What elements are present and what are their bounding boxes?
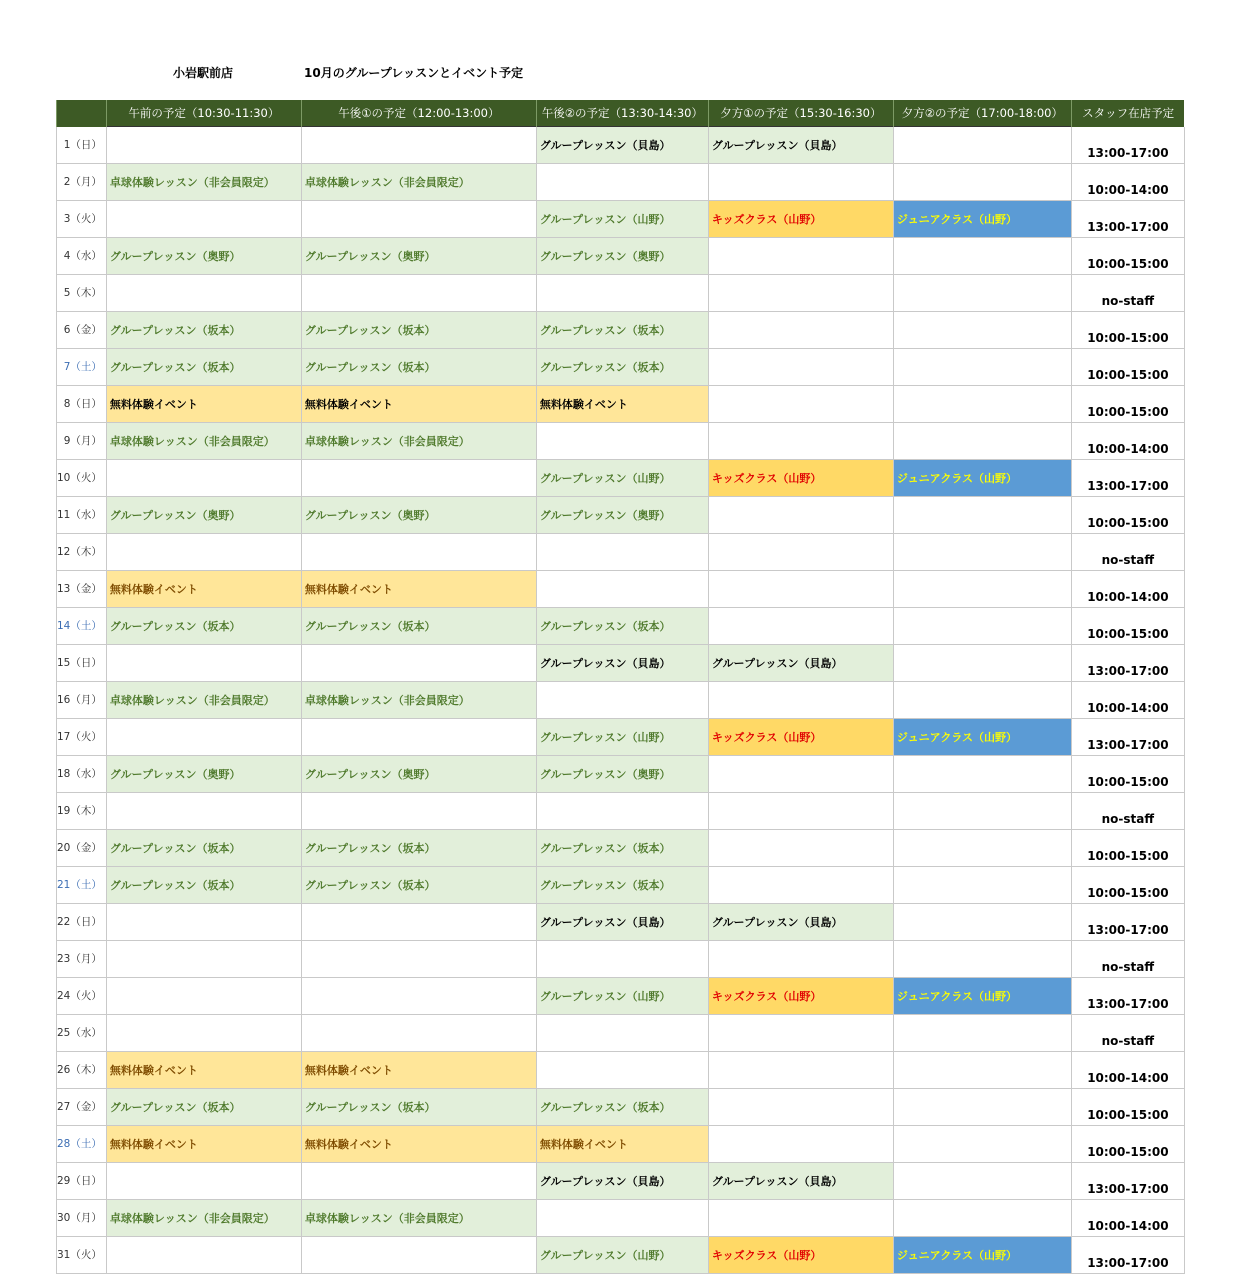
table-row: [57, 1125, 1185, 1162]
staff-hours: 10:00-15:00: [1071, 607, 1184, 644]
table-row: [57, 1014, 1185, 1051]
schedule-cell: [301, 274, 536, 311]
day-label: 25（水）: [57, 1014, 107, 1051]
staff-hours: 10:00-15:00: [1071, 496, 1184, 533]
header-afternoon-2: 午後②の予定（13:30-14:30）: [536, 100, 708, 127]
day-label: 27（金）: [57, 1088, 107, 1125]
schedule-cell: [106, 1236, 301, 1273]
schedule-cell: [893, 274, 1071, 311]
schedule-cell: [893, 644, 1071, 681]
schedule-cell: キッズクラス（山野）: [708, 200, 893, 237]
schedule-cell: [893, 681, 1071, 718]
header-staff: スタッフ在店予定: [1071, 100, 1184, 127]
table-row: [57, 718, 1185, 755]
schedule-cell: グループレッスン（坂本）: [301, 866, 536, 903]
day-label: 9（月）: [57, 422, 107, 459]
schedule-cell: 卓球体験レッスン（非会員限定）: [106, 163, 301, 200]
schedule-cell: グループレッスン（奥野）: [106, 755, 301, 792]
schedule-cell: グループレッスン（奥野）: [301, 755, 536, 792]
schedule-cell: 無料体験イベント: [301, 1051, 536, 1088]
day-label: 13（金）: [57, 570, 107, 607]
schedule-cell: [893, 533, 1071, 570]
schedule-cell: [708, 866, 893, 903]
staff-hours: 10:00-14:00: [1071, 1051, 1184, 1088]
schedule-cell: [301, 718, 536, 755]
schedule-cell: [106, 274, 301, 311]
table-row: [57, 644, 1185, 681]
schedule-cell: グループレッスン（坂本）: [106, 348, 301, 385]
table-row: [57, 681, 1185, 718]
day-label: 28（土）: [57, 1125, 107, 1162]
table-row: [57, 1162, 1185, 1199]
day-label: 22（日）: [57, 903, 107, 940]
schedule-cell: [893, 163, 1071, 200]
schedule-cell: グループレッスン（貝島）: [708, 127, 893, 164]
schedule-cell: [106, 459, 301, 496]
day-label: 4（水）: [57, 237, 107, 274]
schedule-cell: ジュニアクラス（山野）: [893, 718, 1071, 755]
staff-hours: 10:00-15:00: [1071, 1125, 1184, 1162]
staff-hours: 10:00-14:00: [1071, 570, 1184, 607]
schedule-cell: [708, 829, 893, 866]
schedule-cell: 無料体験イベント: [301, 1125, 536, 1162]
schedule-cell: 無料体験イベント: [106, 1125, 301, 1162]
schedule-cell: ジュニアクラス（山野）: [893, 977, 1071, 1014]
schedule-cell: [893, 348, 1071, 385]
schedule-cell: [536, 792, 708, 829]
schedule-cell: [708, 681, 893, 718]
schedule-cell: [536, 274, 708, 311]
schedule-cell: [708, 607, 893, 644]
table-row: [57, 533, 1185, 570]
header-day: [57, 100, 107, 127]
schedule-cell: キッズクラス（山野）: [708, 1236, 893, 1273]
table-row: [57, 459, 1185, 496]
schedule-cell: グループレッスン（坂本）: [536, 1088, 708, 1125]
schedule-cell: [893, 570, 1071, 607]
table-row: [57, 127, 1185, 164]
staff-hours: 13:00-17:00: [1071, 903, 1184, 940]
staff-hours: 10:00-14:00: [1071, 422, 1184, 459]
table-row: [57, 200, 1185, 237]
schedule-cell: [536, 570, 708, 607]
schedule-cell: [893, 792, 1071, 829]
schedule-cell: ジュニアクラス（山野）: [893, 1236, 1071, 1273]
staff-hours: 10:00-14:00: [1071, 163, 1184, 200]
table-row: [57, 496, 1185, 533]
day-label: 6（金）: [57, 311, 107, 348]
schedule-cell: グループレッスン（坂本）: [536, 607, 708, 644]
schedule-cell: グループレッスン（坂本）: [536, 348, 708, 385]
schedule-cell: グループレッスン（山野）: [536, 459, 708, 496]
schedule-cell: グループレッスン（貝島）: [708, 903, 893, 940]
table-row: [57, 977, 1185, 1014]
schedule-cell: グループレッスン（貝島）: [536, 127, 708, 164]
schedule-cell: [708, 1125, 893, 1162]
schedule-cell: 卓球体験レッスン（非会員限定）: [106, 1199, 301, 1236]
schedule-cell: [893, 496, 1071, 533]
schedule-cell: 無料体験イベント: [536, 385, 708, 422]
schedule-cell: キッズクラス（山野）: [708, 459, 893, 496]
schedule-cell: [106, 792, 301, 829]
schedule-cell: グループレッスン（山野）: [536, 1236, 708, 1273]
schedule-cell: ジュニアクラス（山野）: [893, 459, 1071, 496]
schedule-cell: グループレッスン（山野）: [536, 200, 708, 237]
table-row: [57, 903, 1185, 940]
staff-hours: 10:00-15:00: [1071, 1088, 1184, 1125]
staff-hours: 13:00-17:00: [1071, 1236, 1184, 1273]
store-name: 小岩駅前店: [173, 66, 234, 80]
schedule-cell: グループレッスン（坂本）: [106, 866, 301, 903]
schedule-cell: [893, 607, 1071, 644]
header-afternoon-1: 午後①の予定（12:00-13:00）: [301, 100, 536, 127]
header-evening-1: 夕方①の予定（15:30-16:30）: [708, 100, 893, 127]
day-label: 24（火）: [57, 977, 107, 1014]
schedule-cell: [301, 459, 536, 496]
schedule-cell: ジュニアクラス（山野）: [893, 200, 1071, 237]
schedule-cell: [301, 940, 536, 977]
staff-hours: 13:00-17:00: [1071, 127, 1184, 164]
staff-hours: 13:00-17:00: [1071, 718, 1184, 755]
day-label: 10（火）: [57, 459, 107, 496]
schedule-cell: 卓球体験レッスン（非会員限定）: [106, 422, 301, 459]
schedule-cell: [106, 1014, 301, 1051]
schedule-cell: [893, 829, 1071, 866]
staff-hours: 13:00-17:00: [1071, 1162, 1184, 1199]
schedule-cell: グループレッスン（貝島）: [536, 903, 708, 940]
schedule-cell: 卓球体験レッスン（非会員限定）: [301, 422, 536, 459]
schedule-cell: [708, 422, 893, 459]
schedule-cell: 無料体験イベント: [106, 1051, 301, 1088]
table-row: [57, 237, 1185, 274]
schedule-cell: [893, 1051, 1071, 1088]
schedule-cell: [708, 755, 893, 792]
schedule-cell: [893, 1088, 1071, 1125]
schedule-cell: 無料体験イベント: [106, 385, 301, 422]
table-row: [57, 570, 1185, 607]
staff-hours: 10:00-14:00: [1071, 681, 1184, 718]
schedule-cell: [708, 311, 893, 348]
schedule-cell: グループレッスン（坂本）: [106, 1088, 301, 1125]
day-label: 31（火）: [57, 1236, 107, 1273]
schedule-cell: [893, 311, 1071, 348]
day-label: 8（日）: [57, 385, 107, 422]
staff-hours: no-staff: [1071, 1014, 1184, 1051]
schedule-cell: [106, 718, 301, 755]
staff-hours: 13:00-17:00: [1071, 200, 1184, 237]
schedule-cell: [536, 940, 708, 977]
day-label: 26（木）: [57, 1051, 107, 1088]
staff-hours: 10:00-15:00: [1071, 348, 1184, 385]
schedule-cell: キッズクラス（山野）: [708, 718, 893, 755]
schedule-cell: 卓球体験レッスン（非会員限定）: [106, 681, 301, 718]
schedule-cell: [893, 1014, 1071, 1051]
table-row: [57, 940, 1185, 977]
schedule-cell: 卓球体験レッスン（非会員限定）: [301, 163, 536, 200]
schedule-cell: [536, 533, 708, 570]
schedule-cell: [893, 866, 1071, 903]
page-title: 10月のグループレッスンとイベント予定: [304, 66, 524, 80]
table-row: [57, 274, 1185, 311]
table-row: [57, 792, 1185, 829]
day-label: 23（月）: [57, 940, 107, 977]
schedule-cell: グループレッスン（奥野）: [301, 237, 536, 274]
staff-hours: 13:00-17:00: [1071, 977, 1184, 1014]
schedule-cell: [708, 496, 893, 533]
table-row: [57, 422, 1185, 459]
day-label: 3（火）: [57, 200, 107, 237]
day-label: 2（月）: [57, 163, 107, 200]
schedule-cell: [708, 274, 893, 311]
staff-hours: no-staff: [1071, 274, 1184, 311]
schedule-cell: [106, 1162, 301, 1199]
day-label: 21（土）: [57, 866, 107, 903]
schedule-cell: グループレッスン（坂本）: [536, 866, 708, 903]
staff-hours: 13:00-17:00: [1071, 459, 1184, 496]
schedule-cell: [106, 200, 301, 237]
schedule-cell: グループレッスン（坂本）: [301, 348, 536, 385]
schedule-cell: [708, 385, 893, 422]
table-row: [57, 866, 1185, 903]
schedule-cell: グループレッスン（奥野）: [106, 237, 301, 274]
header-evening-2: 夕方②の予定（17:00-18:00）: [893, 100, 1071, 127]
schedule-cell: [708, 348, 893, 385]
day-label: 18（水）: [57, 755, 107, 792]
day-label: 5（木）: [57, 274, 107, 311]
staff-hours: 10:00-15:00: [1071, 311, 1184, 348]
schedule-cell: キッズクラス（山野）: [708, 977, 893, 1014]
schedule-cell: グループレッスン（坂本）: [106, 607, 301, 644]
schedule-cell: グループレッスン（貝島）: [536, 1162, 708, 1199]
schedule-cell: グループレッスン（山野）: [536, 718, 708, 755]
staff-hours: no-staff: [1071, 533, 1184, 570]
schedule-cell: [536, 1199, 708, 1236]
schedule-cell: [708, 1088, 893, 1125]
schedule-cell: [301, 1162, 536, 1199]
header-morning: 午前の予定（10:30-11:30）: [106, 100, 301, 127]
day-label: 17（火）: [57, 718, 107, 755]
table-row: [57, 163, 1185, 200]
schedule-cell: 卓球体験レッスン（非会員限定）: [301, 681, 536, 718]
schedule-cell: [708, 1014, 893, 1051]
schedule-body: [57, 127, 1185, 1274]
day-label: 30（月）: [57, 1199, 107, 1236]
day-label: 1（日）: [57, 127, 107, 164]
schedule-cell: グループレッスン（奥野）: [536, 755, 708, 792]
schedule-cell: グループレッスン（奥野）: [536, 496, 708, 533]
schedule-cell: [893, 940, 1071, 977]
day-label: 12（木）: [57, 533, 107, 570]
schedule-cell: [893, 1199, 1071, 1236]
schedule-cell: 卓球体験レッスン（非会員限定）: [301, 1199, 536, 1236]
schedule-cell: 無料体験イベント: [536, 1125, 708, 1162]
schedule-cell: グループレッスン（坂本）: [301, 829, 536, 866]
schedule-cell: グループレッスン（奥野）: [536, 237, 708, 274]
schedule-cell: グループレッスン（坂本）: [536, 829, 708, 866]
staff-hours: 13:00-17:00: [1071, 644, 1184, 681]
staff-hours: 10:00-15:00: [1071, 829, 1184, 866]
schedule-cell: グループレッスン（坂本）: [106, 829, 301, 866]
table-row: [57, 1199, 1185, 1236]
schedule-cell: [301, 1236, 536, 1273]
schedule-cell: [893, 1162, 1071, 1199]
schedule-cell: [893, 127, 1071, 164]
schedule-cell: [536, 422, 708, 459]
schedule-cell: [708, 570, 893, 607]
schedule-cell: [301, 977, 536, 1014]
schedule-cell: 無料体験イベント: [301, 385, 536, 422]
schedule-cell: グループレッスン（坂本）: [301, 607, 536, 644]
schedule-cell: [106, 644, 301, 681]
table-row: [57, 1236, 1185, 1273]
staff-hours: 10:00-15:00: [1071, 866, 1184, 903]
schedule-cell: グループレッスン（貝島）: [536, 644, 708, 681]
schedule-cell: [893, 422, 1071, 459]
staff-hours: no-staff: [1071, 940, 1184, 977]
header-row: [57, 100, 1185, 127]
day-label: 16（月）: [57, 681, 107, 718]
staff-hours: no-staff: [1071, 792, 1184, 829]
schedule-cell: [301, 644, 536, 681]
schedule-cell: [106, 533, 301, 570]
table-row: [57, 755, 1185, 792]
day-label: 20（金）: [57, 829, 107, 866]
schedule-cell: [106, 940, 301, 977]
schedule-cell: グループレッスン（坂本）: [301, 1088, 536, 1125]
schedule-cell: [708, 1051, 893, 1088]
table-row: [57, 311, 1185, 348]
schedule-cell: [893, 755, 1071, 792]
schedule-cell: [536, 1014, 708, 1051]
table-row: [57, 607, 1185, 644]
table-row: [57, 348, 1185, 385]
schedule-cell: グループレッスン（坂本）: [536, 311, 708, 348]
schedule-cell: [106, 977, 301, 1014]
schedule-cell: [301, 1014, 536, 1051]
schedule-cell: [301, 533, 536, 570]
schedule-cell: [893, 385, 1071, 422]
staff-hours: 10:00-15:00: [1071, 755, 1184, 792]
schedule-cell: [893, 1125, 1071, 1162]
schedule-cell: [301, 903, 536, 940]
schedule-cell: [708, 163, 893, 200]
staff-hours: 10:00-15:00: [1071, 385, 1184, 422]
schedule-cell: グループレッスン（奥野）: [301, 496, 536, 533]
schedule-cell: [536, 1051, 708, 1088]
schedule-cell: グループレッスン（貝島）: [708, 1162, 893, 1199]
day-label: 7（土）: [57, 348, 107, 385]
schedule-cell: [708, 792, 893, 829]
schedule-cell: グループレッスン（貝島）: [708, 644, 893, 681]
day-label: 19（木）: [57, 792, 107, 829]
schedule-cell: 無料体験イベント: [301, 570, 536, 607]
staff-hours: 10:00-15:00: [1071, 237, 1184, 274]
schedule-cell: グループレッスン（坂本）: [301, 311, 536, 348]
schedule-cell: [893, 903, 1071, 940]
table-row: [57, 829, 1185, 866]
schedule-cell: [708, 1199, 893, 1236]
day-label: 11（水）: [57, 496, 107, 533]
schedule-cell: [301, 200, 536, 237]
schedule-cell: 無料体験イベント: [106, 570, 301, 607]
schedule-cell: [708, 533, 893, 570]
schedule-cell: [536, 681, 708, 718]
schedule-cell: グループレッスン（山野）: [536, 977, 708, 1014]
schedule-cell: [106, 127, 301, 164]
table-row: [57, 385, 1185, 422]
day-label: 29（日）: [57, 1162, 107, 1199]
schedule-cell: グループレッスン（奥野）: [106, 496, 301, 533]
table-row: [57, 1051, 1185, 1088]
day-label: 14（土）: [57, 607, 107, 644]
schedule-cell: [708, 237, 893, 274]
schedule-cell: [301, 792, 536, 829]
schedule-cell: [536, 163, 708, 200]
schedule-cell: [106, 903, 301, 940]
schedule-cell: グループレッスン（坂本）: [106, 311, 301, 348]
day-label: 15（日）: [57, 644, 107, 681]
schedule-cell: [301, 127, 536, 164]
schedule-cell: [893, 237, 1071, 274]
schedule-table: [56, 100, 1185, 1274]
schedule-cell: [708, 940, 893, 977]
staff-hours: 10:00-14:00: [1071, 1199, 1184, 1236]
table-row: [57, 1088, 1185, 1125]
